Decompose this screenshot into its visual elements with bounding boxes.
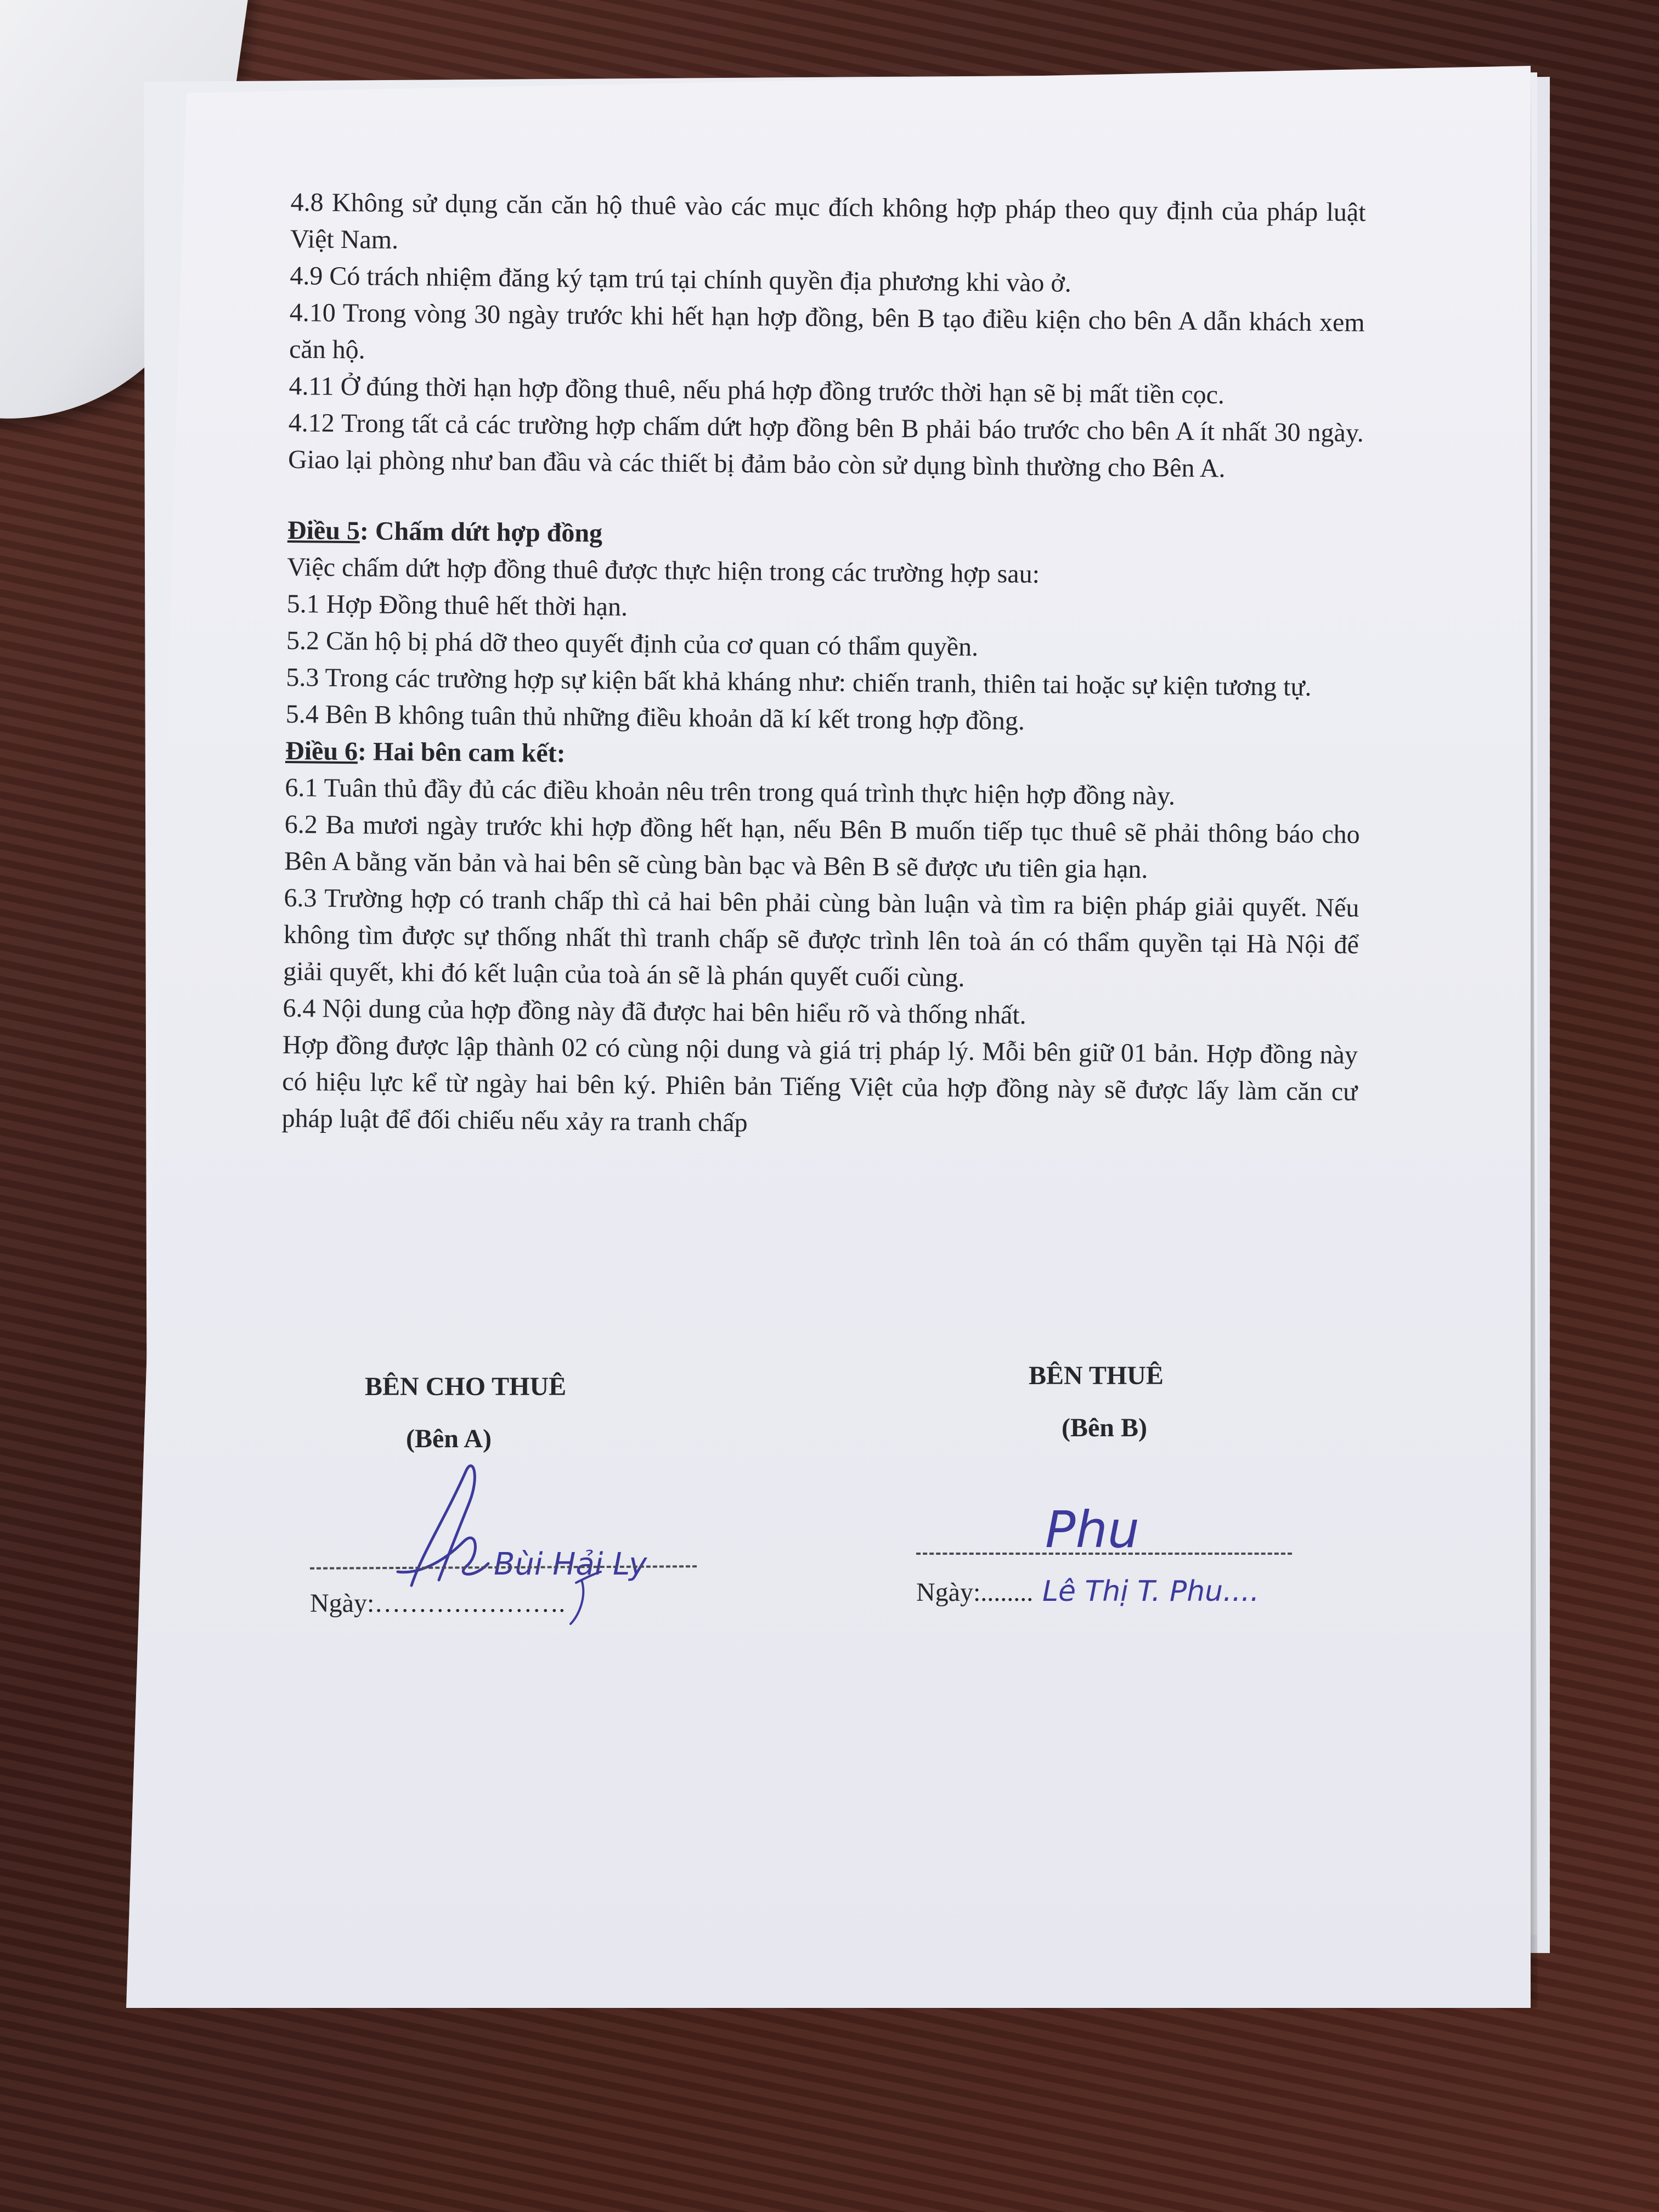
lessee-handwritten-signature: Phu (1045, 1500, 1140, 1559)
clause-5-3: 5.3 Trong các trường hợp sự kiện bất khả kháng như: chiến tranh, thiên tai hoặc sự kiện tương tự. (286, 662, 1312, 702)
article-5-title: : Chấm dứt hợp đồng (359, 516, 603, 548)
clause-4-9: 4.9 Có trách nhiệm đăng ký tạm trú tại chính quyền địa phương khi vào ở. (290, 261, 1072, 298)
clause-4-10: 4.10 Trong vòng 30 ngày trước khi hết hạn hợp đồng, bên B tạo điều kiện cho bên A dẫn khách xem căn hộ. (289, 297, 1365, 365)
clause-5-4: 5.4 Bên B không tuân thủ những điều khoản dã kí kết trong hợp đồng. (285, 699, 1025, 736)
lessee-handwritten-name: Lê Thị T. Phu.... (1042, 1575, 1260, 1608)
lessee-date-label: Ngày:........ (916, 1578, 1034, 1607)
article-6-title: : Hai bên cam kết: (357, 737, 566, 768)
lessee-date-handwriting (1040, 1569, 1270, 1625)
clause-4-12: 4.12 Trong tất cả các trường hợp chấm dứt hợp đồng bên B phải báo trước cho bên A ít nhất 30 ngày. Giao lại phòng như ban đầu và các thiết bị đảm bảo còn sử dụng bình thường cho Bên A. (287, 408, 1364, 483)
lessee-signature (1040, 1492, 1182, 1570)
lessee-title: BÊN THUÊ (1029, 1361, 1164, 1390)
clause-5-2: 5.2 Căn hộ bị phá dỡ theo quyết định của cơ quan có thẩm quyền. (286, 625, 979, 662)
lessor-date-label: Ngày:…………………. (310, 1589, 566, 1618)
article-5-label: Điều 5 (287, 515, 360, 546)
lessee-handwritten-name-icon (1040, 1569, 1270, 1618)
clause-4-8: 4.8 Không sử dụng căn căn hộ thuê vào các mục đích không hợp pháp theo quy định của pháp luật Việt Nam. (290, 187, 1366, 255)
clause-5-1: 5.1 Hợp Đồng thuê hết thời hạn. (286, 589, 628, 622)
lessee-subtitle: (Bên B) (1062, 1413, 1147, 1442)
lessee-signature-line (916, 1553, 1292, 1555)
article-5-intro: Việc chấm dứt hợp đồng thuê được thực hiện trong các trường hợp sau: (287, 552, 1040, 589)
article-6-label: Điều 6 (285, 736, 358, 766)
clause-6-4: 6.4 Nội dung của hợp đồng này đã được hai bên hiểu rõ và thống nhất. (283, 993, 1026, 1030)
contract-body (281, 184, 1366, 1147)
lessor-handwritten-name: Bùi Hải Ly (494, 1547, 647, 1582)
clause-4-11: 4.11 Ở đúng thời hạn hợp đồng thuê, nếu phá hợp đồng trước thời hạn sẽ bị mất tiền cọc. (289, 371, 1225, 410)
lessor-subtitle: (Bên A) (406, 1424, 492, 1453)
clause-6-2: 6.2 Ba mươi ngày trước khi hợp đồng hết hạn, nếu Bên B muốn tiếp tục thuê sẽ phải thông báo cho Bên A bằng văn bản và hai bên sẽ cùng bàn bạc và Bên B sẽ được ưu tiên gia hạn. (284, 809, 1360, 884)
clause-6-1: 6.1 Tuân thủ đầy đủ các điều khoản nêu trên trong quá trình thực hiện hợp đồng này. (285, 772, 1176, 811)
closing-paragraph: Hợp đồng được lập thành 02 có cùng nội dung và giá trị pháp lý. Mỗi bên giữ 01 bản. Hợp đồng này có hiệu lực kể từ ngày hai bên ký. Phiên bản Tiếng Việt của hợp đồng này sẽ được lấy làm căn cư pháp luật để đối chiếu nếu xảy ra tranh chấp (281, 1030, 1358, 1138)
lessor-title: BÊN CHO THUÊ (365, 1372, 567, 1401)
clause-6-3: 6.3 Trường hợp có tranh chấp thì cả hai bên phải cùng bàn luận và tìm ra biện pháp giải quyết. Nếu không tìm được sự thống nhất thì tranh chấp sẽ được trình lên toà án có thẩm quyền tại Hà Nội để giải quyết, khi đó kết luận của toà án sẽ là phán quyết cuối cùng. (283, 883, 1359, 992)
